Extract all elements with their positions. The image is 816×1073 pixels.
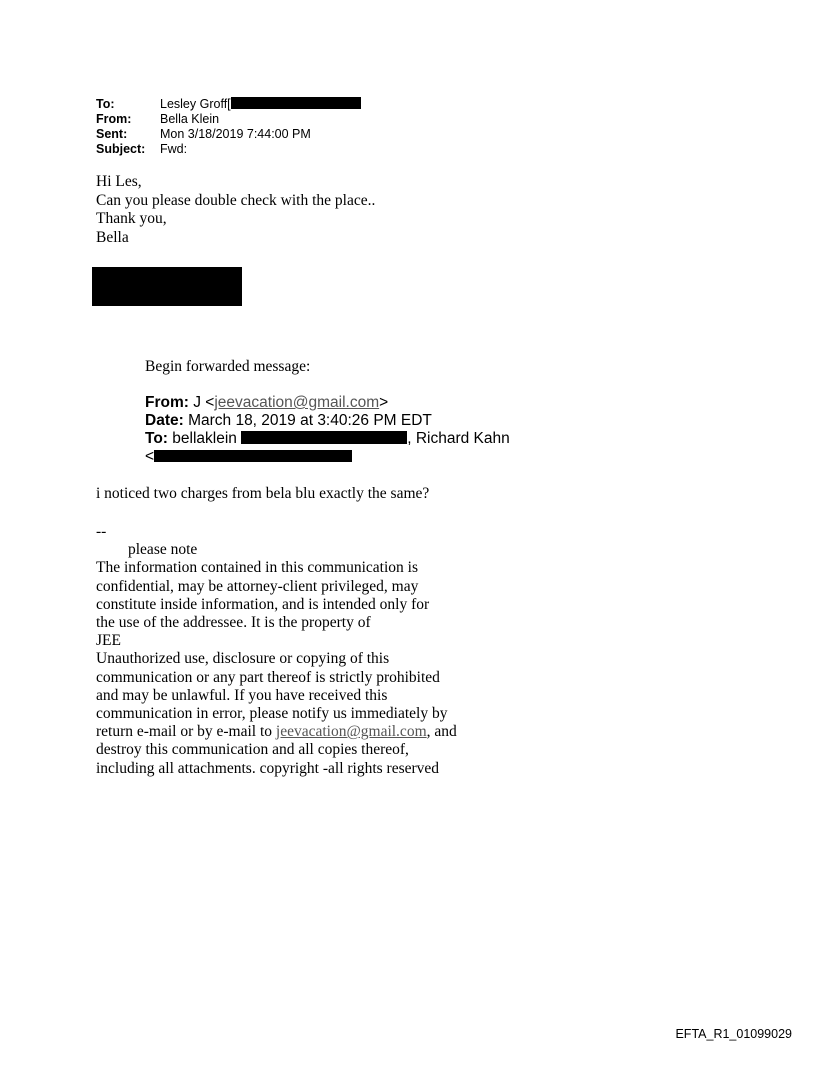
fwd-date-label: Date: (145, 412, 184, 429)
subject-label: Subject: (96, 142, 146, 156)
disclaimer-line: the use of the addressee. It is the property of (96, 614, 371, 632)
fwd-from-name: J < (188, 394, 215, 411)
fwd-to-second: , Richard Kahn (407, 430, 510, 447)
fwd-date-row (145, 412, 510, 430)
disclaimer-line: communication or any part thereof is strictly prohibited (96, 668, 440, 686)
to-value (160, 97, 361, 112)
fwd-from-row (145, 394, 510, 412)
fwd-date-value: March 18, 2019 at 3:40:26 PM EDT (183, 412, 432, 429)
disclaimer-email-link[interactable]: jeevacation@gmail.com (275, 723, 427, 741)
disclaimer-text: return e-mail or by e-mail to (96, 723, 276, 741)
greeting-line: Can you please double check with the place.. (96, 191, 376, 209)
redaction-bar (154, 450, 352, 462)
message-greeting (96, 173, 375, 247)
disclaimer-line: including all attachments. copyright -all rights reserved (96, 759, 440, 777)
signature-dashes: -- (96, 523, 107, 540)
sent-label: Sent: (96, 127, 128, 141)
fwd-from-label: From: (145, 394, 189, 411)
fwd-to-row (145, 430, 510, 448)
forwarded-intro: Begin forwarded message: (145, 358, 311, 375)
disclaimer-line: The information contained in this communication is (96, 559, 418, 577)
message-body: i noticed two charges from bela blu exactly the same? (96, 485, 430, 502)
email-signature (96, 523, 457, 778)
signature-note: please note (128, 541, 198, 559)
fwd-to-value: bellaklein (167, 430, 242, 447)
fwd-to-label: To: (145, 430, 168, 447)
disclaimer-line: communication in error, please notify us immediately by (96, 705, 448, 723)
disclaimer-line (96, 723, 457, 741)
subject-value: Fwd: (160, 142, 188, 156)
to-label: To: (96, 97, 115, 111)
disclaimer-line: JEE (96, 632, 121, 650)
from-row (96, 112, 361, 127)
fwd-from-close: > (379, 394, 389, 411)
fwd-to-open: < (145, 448, 155, 465)
forwarded-header (145, 394, 510, 466)
greeting-line: Thank you, (96, 210, 167, 227)
sent-row (96, 127, 361, 142)
document-id: EFTA_R1_01099029 (675, 1027, 792, 1041)
email-header (96, 97, 361, 157)
redaction-bar (231, 97, 361, 109)
redaction-block (92, 267, 242, 306)
to-name: Lesley Groff[ (160, 97, 231, 111)
redaction-bar (241, 431, 407, 444)
greeting-line: Hi Les, (96, 173, 142, 190)
disclaimer-line: confidential, may be attorney-client privileged, may (96, 577, 419, 595)
fwd-from-email-link[interactable]: jeevacation@gmail.com (214, 394, 380, 411)
to-row (96, 97, 361, 112)
from-label: From: (96, 112, 132, 126)
subject-row (96, 142, 361, 157)
greeting-line: Bella (96, 228, 129, 246)
disclaimer-line: constitute inside information, and is intended only for (96, 595, 430, 613)
disclaimer-line: Unauthorized use, disclosure or copying of this (96, 650, 390, 668)
sent-value: Mon 3/18/2019 7:44:00 PM (160, 127, 311, 141)
from-value: Bella Klein (160, 112, 220, 126)
fwd-to-second-row (145, 448, 510, 466)
disclaimer-text: , and (426, 723, 457, 741)
disclaimer-line: and may be unlawful. If you have received this (96, 686, 388, 704)
disclaimer-line: destroy this communication and all copies thereof, (96, 741, 409, 759)
